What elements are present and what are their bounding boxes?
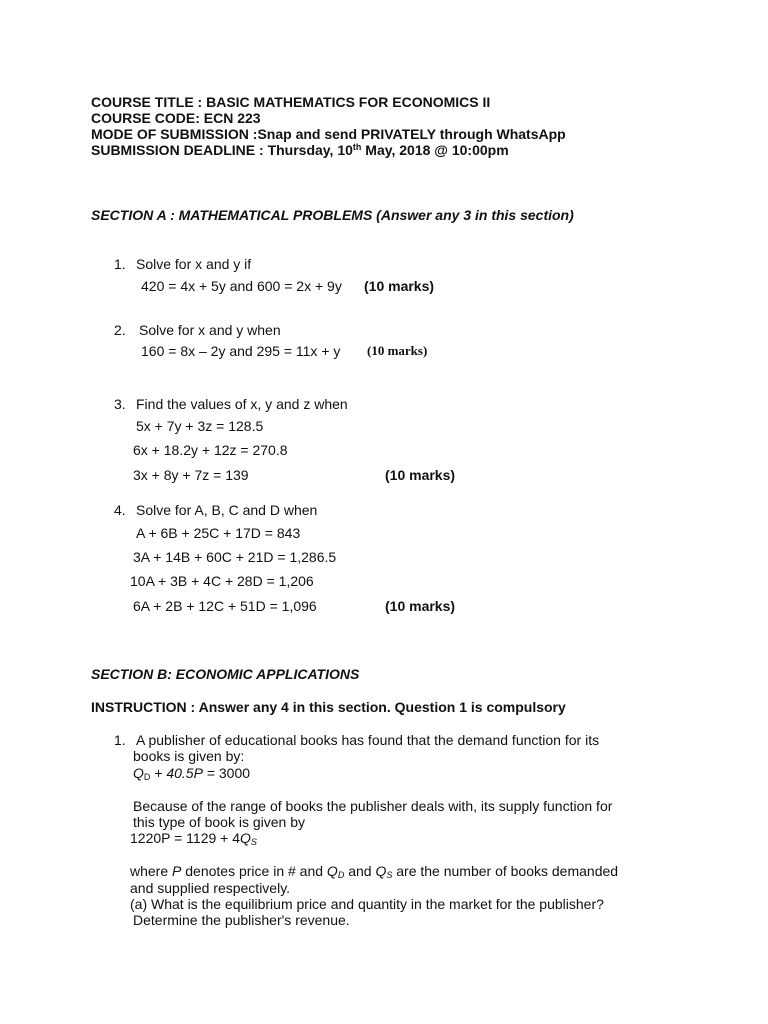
marks-label: (10 marks) xyxy=(385,467,456,483)
question-text: where P denotes price in # and $Q_D$ and $Q_S$ are the number of books demanded xyxy=(130,863,619,880)
equation: 10A + 3B + 4C + 28D = 1,206 xyxy=(130,573,314,589)
equation: 3x + 8y + 7z = 139 xyxy=(133,467,249,483)
section-b-heading: SECTION B: ECONOMIC APPLICATIONS xyxy=(91,666,360,682)
question-number: 3. xyxy=(114,396,126,412)
equation: 420 = 4x + 5y and 600 = 2x + 9y xyxy=(141,278,342,294)
equation: 5x + 7y + 3z = 128.5 xyxy=(136,418,264,434)
marks-label: (10 marks) xyxy=(364,278,435,294)
equation: 6x + 18.2y + 12z = 270.8 xyxy=(133,442,288,458)
question-text: this type of book is given by xyxy=(133,814,305,830)
mode-of-submission: MODE OF SUBMISSION :Snap and send PRIVATELY through WhatsApp xyxy=(91,126,566,142)
question-stem: Solve for A, B, C and D when xyxy=(136,502,318,518)
course-title: COURSE TITLE : BASIC MATHEMATICS FOR ECONOMICS II xyxy=(91,94,491,110)
question-text: books is given by: xyxy=(133,748,245,764)
question-number: 4. xyxy=(114,502,126,518)
question-number: 1. xyxy=(114,732,126,748)
equation: 6A + 2B + 12C + 51D = 1,096 xyxy=(133,598,317,614)
demand-function: $Q_D + 40.5P = 3000$ xyxy=(133,765,251,782)
question-text: A publisher of educational books has found that the demand function for its xyxy=(136,732,600,748)
question-number: 2. xyxy=(114,322,126,338)
supply-function: $1220P = 1129 + 4Q_S$ xyxy=(130,830,257,847)
question-part-a: (a) What is the equilibrium price and quantity in the market for the publisher? xyxy=(130,896,604,912)
marks-label: (10 marks) xyxy=(367,343,428,358)
question-part-a: Determine the publisher's revenue. xyxy=(133,912,350,928)
equation: A + 6B + 25C + 17D = 843 xyxy=(136,525,301,541)
question-text: and supplied respectively. xyxy=(130,880,291,896)
section-b-instruction: INSTRUCTION : Answer any 4 in this section. Question 1 is compulsory xyxy=(91,699,566,715)
question-stem: Find the values of x, y and z when xyxy=(136,396,348,412)
question-stem: Solve for x and y if xyxy=(136,256,252,272)
equation: 160 = 8x – 2y and 295 = 11x + y xyxy=(141,343,341,359)
question-number: 1. xyxy=(114,256,126,272)
submission-deadline: SUBMISSION DEADLINE : Thursday, 10th May, 2018 @ 10:00pm xyxy=(91,142,509,158)
section-a-heading: SECTION A : MATHEMATICAL PROBLEMS (Answer any 3 in this section) xyxy=(91,207,574,223)
equation: 3A + 14B + 60C + 21D = 1,286.5 xyxy=(133,549,337,565)
question-stem: Solve for x and y when xyxy=(139,322,281,338)
course-code: COURSE CODE: ECN 223 xyxy=(91,110,261,126)
question-text: Because of the range of books the publisher deals with, its supply function for xyxy=(133,798,613,814)
marks-label: (10 marks) xyxy=(385,598,456,614)
